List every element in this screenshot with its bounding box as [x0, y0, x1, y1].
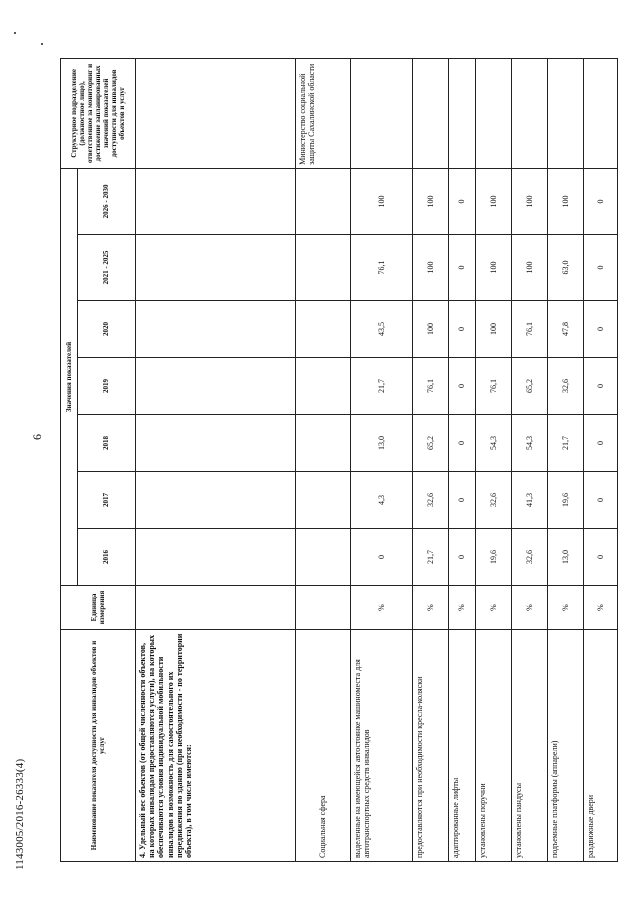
- row-name: выделенные на имеющейся автостоянке машиноместа для автотранспортных средств инвалидов: [351, 630, 413, 862]
- row-name: подъемные платформы (аппарели): [548, 630, 584, 862]
- row-value: 76,1: [512, 301, 548, 358]
- scan-speck: [41, 43, 43, 45]
- row-value: 19,6: [476, 529, 512, 586]
- page-number: 6: [30, 434, 44, 440]
- empty-cell: [449, 58, 476, 168]
- row-value: 100: [351, 168, 413, 234]
- empty-cell: [476, 58, 512, 168]
- empty-cell: [136, 472, 296, 529]
- row-value: 100: [476, 235, 512, 301]
- row-value: 100: [476, 301, 512, 358]
- indicator-table: [60, 58, 618, 862]
- empty-cell: [296, 235, 351, 301]
- row-unit: %: [449, 586, 476, 630]
- row-unit: %: [351, 586, 413, 630]
- row-value: 0: [449, 415, 476, 472]
- row-value: 0: [351, 529, 413, 586]
- table-row: [413, 58, 449, 861]
- row-value: 21,7: [351, 358, 413, 415]
- empty-cell: [296, 472, 351, 529]
- empty-cell: [296, 358, 351, 415]
- row-value: 65,2: [512, 358, 548, 415]
- row-name: предоставляются при необходимости кресла-коляски: [413, 630, 449, 862]
- year-header: 2020: [78, 301, 136, 358]
- row-unit: %: [548, 586, 584, 630]
- row-value: 4,3: [351, 472, 413, 529]
- row-value: 100: [413, 168, 449, 234]
- row-value: 65,2: [413, 415, 449, 472]
- row-value: 13,0: [351, 415, 413, 472]
- header-name: Наименование показателя доступности для инвалидов объектов и услуг: [61, 630, 136, 862]
- empty-cell: [296, 301, 351, 358]
- table-row: [548, 58, 584, 861]
- rotated-table-container: [60, 59, 605, 862]
- row-value: 13,0: [548, 529, 584, 586]
- row-value: 21,7: [548, 415, 584, 472]
- row-value: 100: [413, 301, 449, 358]
- row-unit: %: [584, 586, 618, 630]
- row-value: 32,6: [413, 472, 449, 529]
- header-values-group: Значения показателей: [61, 168, 78, 585]
- row-value: 0: [584, 358, 618, 415]
- empty-cell: [296, 529, 351, 586]
- row-value: 32,6: [512, 529, 548, 586]
- row-value: 54,3: [476, 415, 512, 472]
- table-row: [449, 58, 476, 861]
- year-header: 2016: [78, 529, 136, 586]
- row-value: 32,6: [548, 358, 584, 415]
- row-value: 43,5: [351, 301, 413, 358]
- sphere-responsible: Министерство социальной защиты Сахалинской области: [296, 58, 351, 168]
- scan-speck: [14, 32, 16, 34]
- row-value: 41,3: [512, 472, 548, 529]
- row-value: 100: [512, 168, 548, 234]
- empty-cell: [136, 415, 296, 472]
- row-value: 21,7: [413, 529, 449, 586]
- row-value: 0: [449, 301, 476, 358]
- row-value: 0: [449, 168, 476, 234]
- table-row: [584, 58, 618, 861]
- row-value: 63,0: [548, 235, 584, 301]
- empty-cell: [584, 58, 618, 168]
- row-value: 0: [584, 415, 618, 472]
- row-value: 76,1: [476, 358, 512, 415]
- row-value: 0: [584, 301, 618, 358]
- row-value: 19,6: [548, 472, 584, 529]
- empty-cell: [136, 358, 296, 415]
- empty-cell: [136, 235, 296, 301]
- row-value: 76,1: [413, 358, 449, 415]
- table-row: [512, 58, 548, 861]
- year-header: 2026 - 2030: [78, 168, 136, 234]
- row-value: 0: [449, 235, 476, 301]
- row-value: 0: [584, 472, 618, 529]
- row-unit: %: [413, 586, 449, 630]
- row-value: 32,6: [476, 472, 512, 529]
- section-title: 4. Удельный вес объектов (от общей численности объектов, на которых инвалидам предоставляются услуги), на которых обеспечиваются условия индивидуальной мобильности инвалидов и возможность для самостоятельного их передвижения по зданию (при необходимости - по территории объекта), в том числе имеются:: [136, 630, 296, 862]
- document-code: 1143005/2016-26333(4): [14, 758, 26, 870]
- empty-cell: [136, 58, 296, 168]
- year-header: 2017: [78, 472, 136, 529]
- year-header: 2018: [78, 415, 136, 472]
- empty-cell: [512, 58, 548, 168]
- empty-cell: [351, 58, 413, 168]
- empty-cell: [136, 301, 296, 358]
- row-value: 100: [548, 168, 584, 234]
- empty-cell: [136, 586, 296, 630]
- row-value: 0: [449, 358, 476, 415]
- empty-cell: [296, 168, 351, 234]
- table-row: [351, 58, 413, 861]
- empty-cell: [548, 58, 584, 168]
- row-value: 76,1: [351, 235, 413, 301]
- row-unit: %: [476, 586, 512, 630]
- year-header: 2021 - 2025: [78, 235, 136, 301]
- row-value: 100: [413, 235, 449, 301]
- table-row: [476, 58, 512, 861]
- sphere-label: Социальная сфера: [296, 630, 351, 862]
- row-value: 0: [584, 235, 618, 301]
- row-name: установлены поручни: [476, 630, 512, 862]
- row-value: 0: [584, 529, 618, 586]
- row-value: 0: [449, 529, 476, 586]
- empty-cell: [136, 168, 296, 234]
- empty-cell: [296, 586, 351, 630]
- row-value: 0: [449, 472, 476, 529]
- row-value: 0: [584, 168, 618, 234]
- header-responsible: Структурное подразделение (должностное лицо), ответственное за мониторинг и достижение запланированных значений показателей доступности для инвалидов объектов и услуг: [61, 58, 136, 168]
- empty-cell: [136, 529, 296, 586]
- header-unit: Единица измерения: [61, 586, 136, 630]
- row-value: 100: [476, 168, 512, 234]
- row-value: 100: [512, 235, 548, 301]
- empty-cell: [296, 415, 351, 472]
- row-unit: %: [512, 586, 548, 630]
- row-name: раздвижные двери: [584, 630, 618, 862]
- row-name: установлены пандусы: [512, 630, 548, 862]
- row-value: 54,3: [512, 415, 548, 472]
- row-value: 47,8: [548, 301, 584, 358]
- empty-cell: [413, 58, 449, 168]
- row-name: адаптированные лифты: [449, 630, 476, 862]
- year-header: 2019: [78, 358, 136, 415]
